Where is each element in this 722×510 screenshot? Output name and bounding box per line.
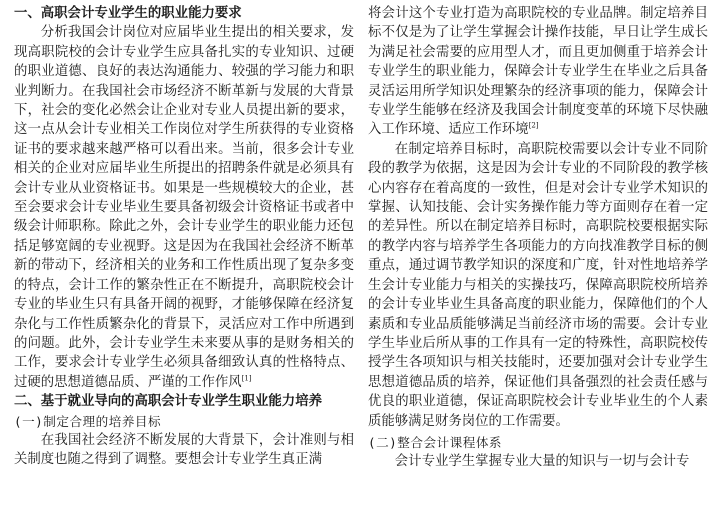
paragraph: 会计专业学生掌握专业大量的知识与一切与会计专: [394, 454, 690, 470]
section-heading-2: 二、基于就业导向的高职会计专业学生职业能力培养: [14, 394, 322, 410]
subsection-heading-2: (二)整合会计课程体系: [368, 434, 503, 450]
citation-ref: [1]: [241, 374, 252, 383]
paragraph: 在我国社会经济不断发展的大背景下，会计准则与相关制度也随之得到了调整。要想会计专业学生真正满: [14, 432, 354, 468]
paragraph: [14, 23, 354, 392]
right-column: [368, 4, 708, 472]
paragraph: [368, 4, 708, 140]
left-column: [14, 4, 354, 470]
paragraph-text: 将会计这个专业打造为高职院校的专业品牌。制定培养目标不仅是为了让学生掌握会计操作技能，早日让学生成长为满足社会需要的应用型人才，而且更加侧重于培养会计专业学生的职业能力，保障会计专业学生在毕业之后具备灵活运用所学知识处理繁杂的经济事项的能力，保障会计专业学生能够在经济及我国会计制度变革的环境下尽快融入工作环境、适应工作环境: [368, 6, 708, 138]
subsection-heading-1: (一)制定合理的培养目标: [14, 413, 162, 429]
paragraph: 在制定培养目标时，高职院校需要以会计专业不同阶段的教学为依据，这是因为会计专业的不同阶段的教学核心内容存在着高度的一致性，但是对会计专业学术知识的掌握、认知技能、会计实务操作能力等方面则存在着一定的差异性。所以在制定培养目标时，高职院校要根据实际的教学内容与培养学生各项能力的方向找准教学目标的侧重点，通过调节教学知识的深度和广度，针对性地培养学生会计专业能力与相关的实操技巧，保障高职院校所培养的会计专业毕业生具备高度的职业能力，保障他们的个人素质和专业品质能够满足当前经济市场的需要。会计专业学生毕业后所从事的工作具有一定的特殊性，高职院校传授学生各项知识与相关技能时，还要加强对会计专业学生思想道德品质的培养，保证他们具备强烈的社会责任感与优良的职业道德，保证高职院校会计专业毕业生的个人素质能够满足财务岗位的工作需要。: [368, 141, 708, 429]
citation-ref: [2]: [528, 121, 539, 130]
section-heading-1: 一、高职会计专业学生的职业能力要求: [14, 6, 242, 21]
paragraph-text: 分析我国会计岗位对应届毕业生提出的相关要求，发现高职院校的会计专业学生应具备扎实的专业知识、过硬的职业道德、良好的表达沟通能力、较强的学习能力和职业判断力。在我国社会市场经济不断革新与发展的大背景下，社会的变化必然会让企业对专业人员提出新的要求，这一点从会计专业相关工作岗位对学生所获得的专业资格证书的要求越来越严格可以看出来。当前，很多会计专业相关的企业对应届毕业生所提出的招聘条件就是必须具有会计专业从业资格证书。如果是一些规模较大的企业，甚至会要求会计专业毕业生要具备初级会计资格证书或者中级会计师职称。除此之外，会计专业学生的职业能力还包括足够宽阔的专业视野。这是因为在我国社会经济不断革新的带动下，经济相关的业务和工作性质出现了复杂多变的特点，会计工作的繁杂性正在不断提升，高职院校会计专业的毕业生只有具备开阔的视野，才能够保障在经济复杂化与工作性质繁杂化的背景下，灵活应对工作中所遇到的问题。此外，会计专业学生未来要从事的是财务相关的工作，要求会计专业学生必须具备细致认真的性格特点、过硬的思想道德品质、严谨的工作作风: [14, 25, 354, 390]
